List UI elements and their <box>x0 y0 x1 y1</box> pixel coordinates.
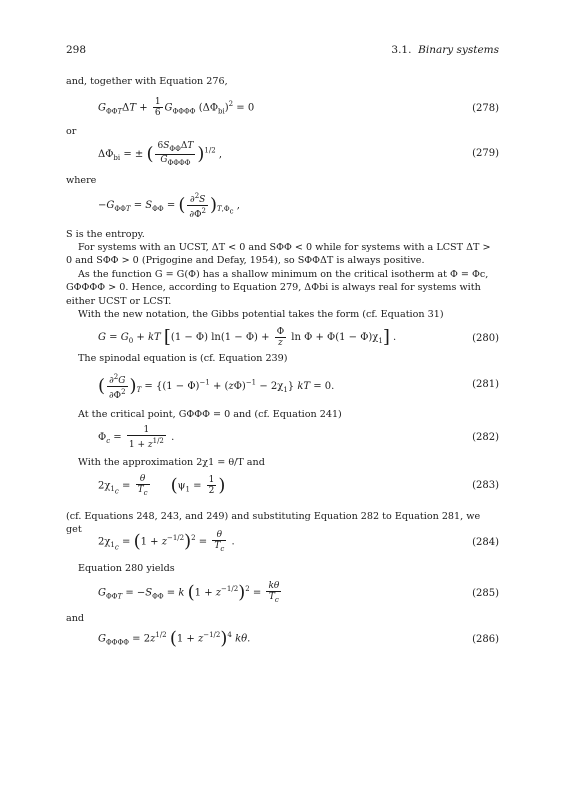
paragraph-critical-point: At the critical point, GΦΦΦ = 0 and (cf. Equation 241) <box>78 409 342 420</box>
paragraph-shallow-minimum: As the function G = G(Φ) has a shallow minimum on the critical isotherm at Φ = Φc, GΦΦΦΦ > 0. Hence, according to Equation 279, ΔΦbi is always real for systems with either UCST or LCST. <box>66 269 489 307</box>
equation-283: $2\chi_{1_c}$ = $\frac{\theta}{T_c}$ ($\psi_1$ = $\frac{1}{2}$ ) <box>98 474 226 497</box>
paragraph-1: and, together with Equation 276, <box>66 76 228 87</box>
equation-number-279: (279) <box>472 148 499 159</box>
equation-278: $G_{\Phi\Phi T}\Delta T$ + $\frac{1}{6}$ $G_{\Phi\Phi\Phi\Phi}$ $(\Delta\Phi_{bi})^2 = 0$ <box>98 97 255 119</box>
equation-279: $\Delta\Phi_{bi}$ = ± ( $\frac{6S_{\Phi\Phi}\Delta T}{G_{\Phi\Phi\Phi\Phi}}$ )$^{1/2}$ , <box>98 141 223 167</box>
equation-number-283: (283) <box>472 480 499 491</box>
paragraph-substitution: (cf. Equations 248, 243, and 249) and substituting Equation 282 to Equation 281, we get <box>66 511 481 536</box>
equation-number-281: (281) <box>472 379 499 390</box>
section-title: Binary systems <box>418 44 499 56</box>
equation-285: $G_{\Phi\Phi T} = -S_{\Phi\Phi} = k$ $(1 + z^{-1/2})^2$ = $\frac{k\theta}{T_c}$ <box>98 581 280 604</box>
page-number: 298 <box>66 44 87 56</box>
text-or: or <box>66 126 77 137</box>
text-where: where <box>66 175 97 186</box>
paragraph-spinodal: The spinodal equation is (cf. Equation 239) <box>78 353 288 364</box>
equation-284: $2\chi_{1_c} = (1 + z^{-1/2})^2$ = $\frac{\theta}{T_c}$ . <box>98 530 235 553</box>
equation-number-278: (278) <box>472 103 499 114</box>
equation-280: $G = G_0$ + kT [(1 − Φ) ln(1 − Φ) + $\frac{\Phi}{z}$ $\ln \Phi + \Phi(1 - \Phi)\chi_1$] . <box>98 326 397 348</box>
equation-286: $G_{\Phi\Phi\Phi\Phi} = 2z^{1/2}$ $(1 + z^{-1/2})^4$ kθ. <box>98 627 251 649</box>
equation-282: $\Phi_c$ = $\frac{1}{1 + z^{1/2}}$ . <box>98 425 175 450</box>
text-and: and <box>66 613 85 624</box>
section-number: 3.1. <box>391 44 412 56</box>
equation-number-285: (285) <box>472 588 499 599</box>
equation-number-280: (280) <box>472 333 499 344</box>
paragraph-approximation: With the approximation 2χ1 = θ/T and <box>78 457 265 468</box>
equation-entropy-derivative: $-G_{\Phi\Phi T} = S_{\Phi\Phi}$ = ( $\frac{\partial^2S}{\partial\Phi^2}$ )$_{T,\Phi_c}$ , <box>98 192 240 220</box>
paragraph-gibbs-form: With the new notation, the Gibbs potential takes the form (cf. Equation 31) <box>78 309 444 320</box>
equation-number-282: (282) <box>472 432 499 443</box>
paragraph-ucst-lcst: For systems with an UCST, ΔT < 0 and SΦΦ < 0 while for systems with a LCST ΔT > 0 and SΦΦ > 0 (Prigogine and Defay, 1954), so SΦΦΔT is always positive. <box>66 242 491 267</box>
equation-number-286: (286) <box>472 634 499 645</box>
running-header <box>391 44 499 56</box>
equation-281: ( $\frac{\partial^2G}{\partial\Phi^2}$ )$_T = \{(1 - \Phi)^{-1} + (z\Phi)^{-1} - 2\chi_1\}$ kT = 0. <box>98 373 335 401</box>
paragraph-entropy: S is the entropy. <box>66 229 145 240</box>
equation-number-284: (284) <box>472 537 499 548</box>
paragraph-eq280-yields: Equation 280 yields <box>78 563 175 574</box>
